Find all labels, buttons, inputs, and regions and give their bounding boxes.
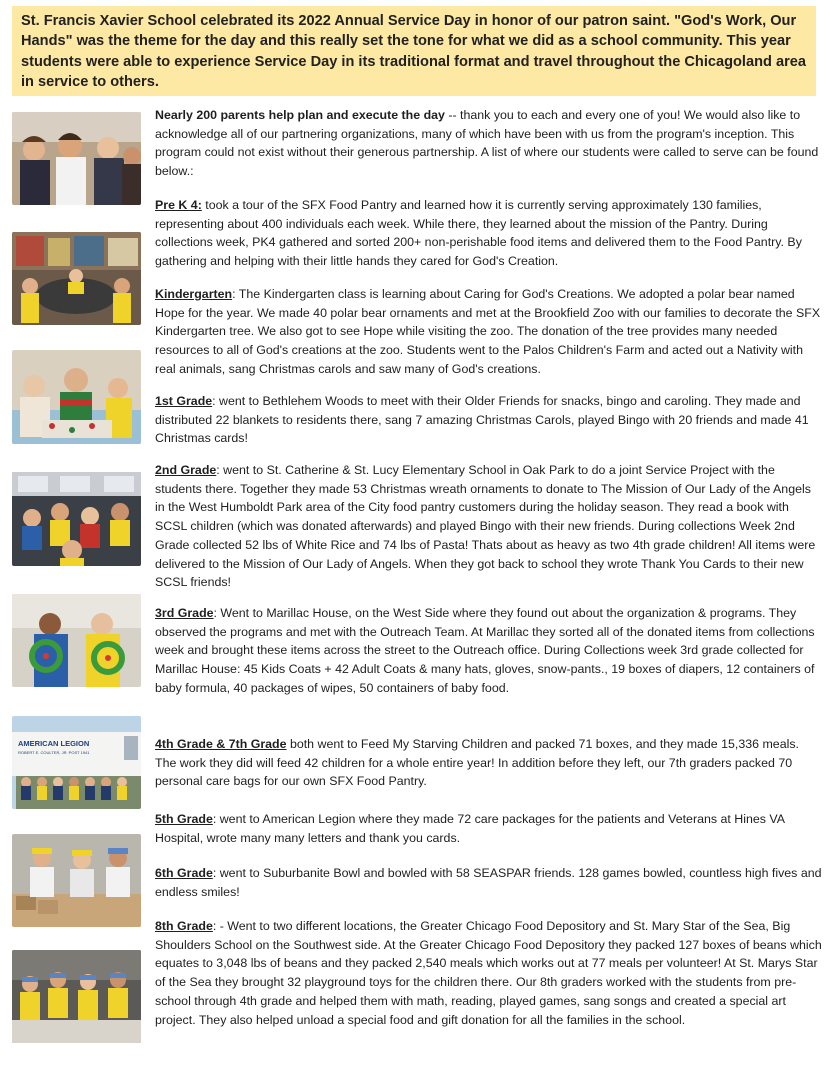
section-text: : went to Suburbanite Bowl and bowled with 58 SEASPAR friends. 128 games bowled, countless high fives and endless smiles!: [155, 866, 822, 899]
header-banner: [12, 6, 816, 96]
section-second-grade: [155, 461, 823, 592]
photo-classroom-kids: [12, 112, 141, 205]
section-label: 8th Grade: [155, 919, 213, 933]
photo-first-grade-bingo: [12, 350, 141, 444]
intro-text: -- thank you to each and every one of you! We would also like to acknowledge all of our partnering organizations, many of which have been with us from the program's inception. This program could not exist without their generous partnership. A list of where our students were called to serve can be found below.:: [155, 108, 819, 179]
section-label: Pre K 4:: [155, 198, 202, 212]
photo-food-depository: [12, 834, 141, 927]
intro-lead: Nearly 200 parents help plan and execute the day: [155, 108, 445, 122]
section-text: : went to American Legion where they made 72 care packages for the patients and Veterans at Hines VA Hospital, wrote many many letters and thank you cards.: [155, 812, 785, 845]
section-label: 4th Grade & 7th Grade: [155, 737, 287, 751]
section-text: took a tour of the SFX Food Pantry and learned how it is currently serving approximately 130 families, representing about 400 individuals each week. While there, they learned about the mission of the Pantry. During collections week, PK4 gathered and sorted 200+ non-perishable food items and delivered them to the Food Pantry. By gathering and helping with their little hands they cared for God's Creation.: [155, 198, 802, 269]
section-sixth-grade: [155, 864, 823, 901]
section-text: : Went to Marillac House, on the West Side where they found out about the organization & programs. They observed the programs and met with the Outreach Team. At Marillac they sorted all of the donated items from collections week and brought these items across the street to the Outreach office. During Collections week 3rd grade collected for Marillac House: 45 Kids Coats + 42 Adult Coats & many hats, gloves, snow-pants., 19 boxes of diapers, 12 containers of baby formula, 40 packages of wipes, 50 containers of baby food.: [155, 606, 815, 695]
legion-sign-subtext: ROBERT E. COULTER, JR. POST 1941: [18, 750, 90, 755]
header-text: St. Francis Xavier School celebrated its 2022 Annual Service Day in honor of our patron saint. "God's Work, Our Hands" was the theme for the day and this really set the tone for what we did as a school community. This year students were able to experience Service Day in its traditional format and travel throughout the Chicagoland area in service to others.: [21, 13, 807, 91]
section-kindergarten: [155, 285, 823, 379]
section-fifth-grade: [155, 810, 823, 847]
section-first-grade: [155, 392, 823, 448]
photo-second-grade-bus: [12, 472, 141, 566]
photo-third-grade-wreaths: [12, 594, 141, 687]
photo-eighth-grade: [12, 950, 141, 1043]
section-eighth-grade: [155, 917, 823, 1029]
section-label: 1st Grade: [155, 394, 213, 408]
section-fourth-seventh-grade: [155, 735, 823, 791]
section-text: : - Went to two different locations, the Greater Chicago Food Depository and St. Mary Star of the Sea, Big Shoulders School on the Southwest side. At the Greater Chicago Food Depository they packed 127 boxes of beans which equates to 3,048 lbs of beans and they packed 2,540 meals which works out at 77 meals per volunteer! At St. Marys Star of the Sea they brought 32 playground toys for the children there. Our 8th graders worked with the students from pre-school through 4th grade and helped them with math, reading, played games, sang songs and created a special art project. They also helped unload a special food and gift donation for all the families in the school.: [155, 919, 822, 1027]
intro-paragraph: [155, 106, 823, 181]
section-text: : went to St. Catherine & St. Lucy Elementary School in Oak Park to do a joint Service Project with the students there. Together they made 53 Christmas wreath ornaments to donate to The Mission of Our Lady of the Angels in the West Humboldt Park area of the City food pantry customers during the holiday season. They read a book with SCSL children (which was donated afterwards) and played Bingo with their new friends. During collections Week 2nd Grade collected 52 lbs of White Rice and 74 lbs of Pasta! Thats about as heavy as two 4th grade children! All items were delivered to the Mission of Our Lady of Angels. When they got back to school they wrote Thank You Cards to their new SCSL friends!: [155, 463, 816, 590]
section-prek4: [155, 196, 823, 271]
section-text: : The Kindergarten class is learning about Caring for God's Creations. We adopted a polar bear named Hope for the year. We made 40 polar bear ornaments and met at the Brookfield Zoo with our families to decorate the SFX Kindergarten tree. We also got to see Hope while visiting the zoo. The donation of the tree provides many needed resources to all of God's creations at the zoo. Students went to the Palos Children's Farm and acted out a Nativity with real animals, sang Christmas carols and saw many of God's creations.: [155, 287, 821, 376]
section-label: 3rd Grade: [155, 606, 214, 620]
photo-prek-pantry: [12, 232, 141, 325]
section-label: 5th Grade: [155, 812, 213, 826]
section-text: : went to Bethlehem Woods to meet with their Older Friends for snacks, bingo and caroling. They made and distributed 22 blankets to residents there, sang 7 amazing Christmas Carols, played Bingo with 20 friends and made 41 Christmas cards!: [155, 394, 809, 446]
section-label: 2nd Grade: [155, 463, 217, 477]
photo-american-legion: [12, 716, 141, 809]
legion-sign-text: AMERICAN LEGION: [18, 739, 90, 748]
section-label: 6th Grade: [155, 866, 213, 880]
section-text: both went to Feed My Starving Children and packed 71 boxes, and they made 15,336 meals. The work they did will feed 42 children for a whole entire year! In addition before they left, our 7th graders packed 70 personal care bags for our own SFX Food Pantry.: [155, 737, 799, 789]
section-third-grade: [155, 604, 823, 698]
section-label: Kindergarten: [155, 287, 233, 301]
